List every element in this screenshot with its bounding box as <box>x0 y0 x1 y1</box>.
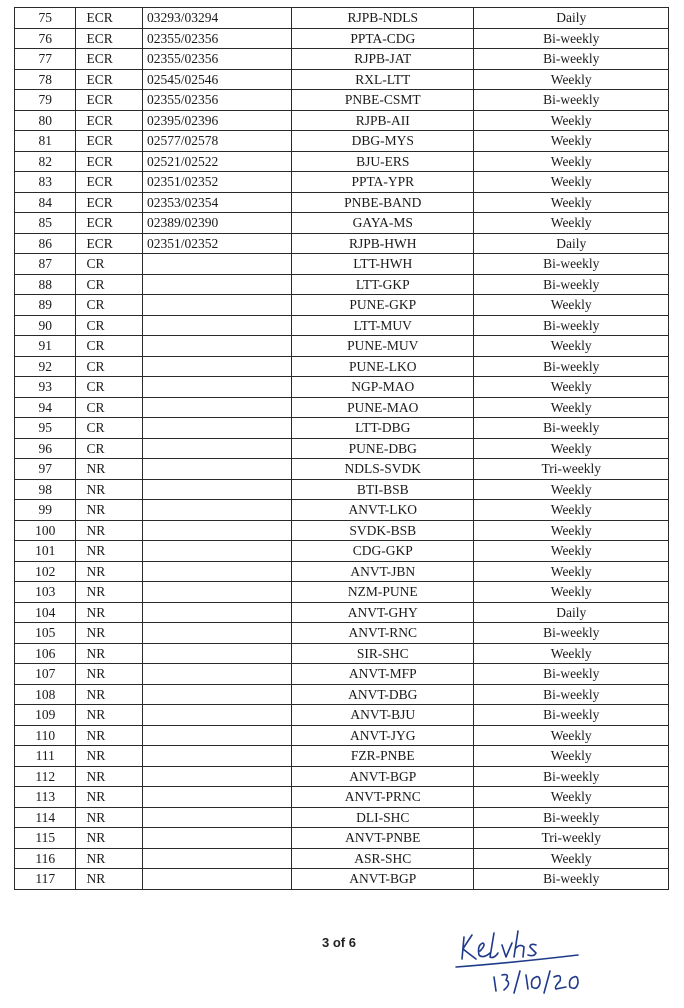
frequency-cell: Tri-weekly <box>474 828 669 849</box>
zone-cell: CR <box>76 315 143 336</box>
route-cell: NDLS-SVDK <box>292 459 474 480</box>
route-cell: ANVT-DBG <box>292 684 474 705</box>
route-cell: PUNE-MUV <box>292 336 474 357</box>
route-cell: ANVT-GHY <box>292 602 474 623</box>
zone-cell: CR <box>76 274 143 295</box>
train-number-cell <box>142 438 291 459</box>
route-cell: RJPB-JAT <box>292 49 474 70</box>
train-number-cell <box>142 848 291 869</box>
train-number-cell <box>142 602 291 623</box>
table-row <box>15 869 669 890</box>
route-cell: DLI-SHC <box>292 807 474 828</box>
zone-cell: NR <box>76 807 143 828</box>
frequency-cell: Weekly <box>474 438 669 459</box>
train-number-cell <box>142 356 291 377</box>
route-cell: LTT-GKP <box>292 274 474 295</box>
train-number-cell <box>142 582 291 603</box>
route-cell: LTT-HWH <box>292 254 474 275</box>
serial-number-cell: 88 <box>15 274 76 295</box>
train-number-cell <box>142 295 291 316</box>
frequency-cell: Bi-weekly <box>474 807 669 828</box>
table-row <box>15 684 669 705</box>
serial-number-cell: 82 <box>15 151 76 172</box>
zone-cell: ECR <box>76 151 143 172</box>
zone-cell: CR <box>76 336 143 357</box>
train-number-cell <box>142 766 291 787</box>
page-number: 3 of 6 <box>322 935 356 950</box>
frequency-cell: Weekly <box>474 192 669 213</box>
train-number-cell <box>142 336 291 357</box>
table-row <box>15 828 669 849</box>
table-row <box>15 377 669 398</box>
zone-cell: NR <box>76 459 143 480</box>
table-body <box>15 8 669 890</box>
frequency-cell: Weekly <box>474 500 669 521</box>
table-row <box>15 397 669 418</box>
route-cell: CDG-GKP <box>292 541 474 562</box>
serial-number-cell: 76 <box>15 28 76 49</box>
route-cell: ANVT-BJU <box>292 705 474 726</box>
zone-cell: NR <box>76 479 143 500</box>
zone-cell: NR <box>76 828 143 849</box>
serial-number-cell: 80 <box>15 110 76 131</box>
zone-cell: CR <box>76 254 143 275</box>
train-number-cell: 02389/02390 <box>142 213 291 234</box>
serial-number-cell: 106 <box>15 643 76 664</box>
frequency-cell: Weekly <box>474 643 669 664</box>
serial-number-cell: 98 <box>15 479 76 500</box>
serial-number-cell: 103 <box>15 582 76 603</box>
serial-number-cell: 101 <box>15 541 76 562</box>
serial-number-cell: 91 <box>15 336 76 357</box>
table-row <box>15 8 669 29</box>
table-row <box>15 807 669 828</box>
serial-number-cell: 79 <box>15 90 76 111</box>
zone-cell: NR <box>76 582 143 603</box>
route-cell: ANVT-PNBE <box>292 828 474 849</box>
zone-cell: ECR <box>76 8 143 29</box>
route-cell: DBG-MYS <box>292 131 474 152</box>
serial-number-cell: 115 <box>15 828 76 849</box>
zone-cell: ECR <box>76 49 143 70</box>
handwritten-signature <box>450 915 590 995</box>
train-number-cell <box>142 807 291 828</box>
table-row <box>15 274 669 295</box>
zone-cell: NR <box>76 643 143 664</box>
train-number-cell <box>142 643 291 664</box>
route-cell: PNBE-CSMT <box>292 90 474 111</box>
frequency-cell: Weekly <box>474 787 669 808</box>
train-number-cell <box>142 254 291 275</box>
route-cell: GAYA-MS <box>292 213 474 234</box>
frequency-cell: Daily <box>474 602 669 623</box>
frequency-cell: Bi-weekly <box>474 869 669 890</box>
zone-cell: NR <box>76 664 143 685</box>
serial-number-cell: 110 <box>15 725 76 746</box>
table-row <box>15 479 669 500</box>
frequency-cell: Weekly <box>474 746 669 767</box>
route-cell: RXL-LTT <box>292 69 474 90</box>
zone-cell: NR <box>76 705 143 726</box>
serial-number-cell: 108 <box>15 684 76 705</box>
serial-number-cell: 105 <box>15 623 76 644</box>
frequency-cell: Weekly <box>474 541 669 562</box>
route-cell: NZM-PUNE <box>292 582 474 603</box>
frequency-cell: Weekly <box>474 69 669 90</box>
train-number-cell: 02351/02352 <box>142 172 291 193</box>
route-cell: NGP-MAO <box>292 377 474 398</box>
serial-number-cell: 100 <box>15 520 76 541</box>
route-cell: RJPB-AII <box>292 110 474 131</box>
zone-cell: CR <box>76 397 143 418</box>
table-row <box>15 541 669 562</box>
serial-number-cell: 93 <box>15 377 76 398</box>
train-number-cell <box>142 705 291 726</box>
train-schedule-table <box>14 7 669 890</box>
table-row <box>15 49 669 70</box>
table-row <box>15 746 669 767</box>
table-row <box>15 705 669 726</box>
zone-cell: ECR <box>76 131 143 152</box>
table-row <box>15 28 669 49</box>
table-row <box>15 848 669 869</box>
route-cell: PUNE-MAO <box>292 397 474 418</box>
route-cell: ANVT-LKO <box>292 500 474 521</box>
route-cell: RJPB-NDLS <box>292 8 474 29</box>
frequency-cell: Weekly <box>474 561 669 582</box>
train-number-cell <box>142 746 291 767</box>
table-row <box>15 766 669 787</box>
serial-number-cell: 81 <box>15 131 76 152</box>
table-row <box>15 151 669 172</box>
route-cell: PNBE-BAND <box>292 192 474 213</box>
table-row <box>15 172 669 193</box>
train-number-cell <box>142 397 291 418</box>
frequency-cell: Bi-weekly <box>474 49 669 70</box>
serial-number-cell: 109 <box>15 705 76 726</box>
route-cell: RJPB-HWH <box>292 233 474 254</box>
frequency-cell: Bi-weekly <box>474 684 669 705</box>
train-number-cell <box>142 725 291 746</box>
table-row <box>15 643 669 664</box>
frequency-cell: Bi-weekly <box>474 623 669 644</box>
zone-cell: NR <box>76 684 143 705</box>
zone-cell: ECR <box>76 213 143 234</box>
frequency-cell: Bi-weekly <box>474 766 669 787</box>
zone-cell: CR <box>76 377 143 398</box>
table-row <box>15 295 669 316</box>
zone-cell: NR <box>76 848 143 869</box>
serial-number-cell: 116 <box>15 848 76 869</box>
frequency-cell: Bi-weekly <box>474 274 669 295</box>
train-number-cell <box>142 479 291 500</box>
frequency-cell: Weekly <box>474 151 669 172</box>
table-row <box>15 623 669 644</box>
zone-cell: ECR <box>76 28 143 49</box>
table-row <box>15 254 669 275</box>
serial-number-cell: 83 <box>15 172 76 193</box>
route-cell: ANVT-RNC <box>292 623 474 644</box>
serial-number-cell: 104 <box>15 602 76 623</box>
route-cell: ANVT-BGP <box>292 766 474 787</box>
serial-number-cell: 89 <box>15 295 76 316</box>
table-row <box>15 418 669 439</box>
serial-number-cell: 111 <box>15 746 76 767</box>
frequency-cell: Bi-weekly <box>474 418 669 439</box>
route-cell: PPTA-YPR <box>292 172 474 193</box>
frequency-cell: Bi-weekly <box>474 254 669 275</box>
zone-cell: CR <box>76 295 143 316</box>
table-row <box>15 582 669 603</box>
train-number-cell <box>142 520 291 541</box>
frequency-cell: Daily <box>474 8 669 29</box>
table-row <box>15 787 669 808</box>
frequency-cell: Weekly <box>474 479 669 500</box>
train-number-cell: 02353/02354 <box>142 192 291 213</box>
train-number-cell: 03293/03294 <box>142 8 291 29</box>
table-row <box>15 356 669 377</box>
table-row <box>15 233 669 254</box>
route-cell: ANVT-PRNC <box>292 787 474 808</box>
train-number-cell <box>142 623 291 644</box>
serial-number-cell: 112 <box>15 766 76 787</box>
train-number-cell: 02351/02352 <box>142 233 291 254</box>
train-number-cell <box>142 541 291 562</box>
train-number-cell: 02521/02522 <box>142 151 291 172</box>
serial-number-cell: 99 <box>15 500 76 521</box>
route-cell: SVDK-BSB <box>292 520 474 541</box>
route-cell: PUNE-GKP <box>292 295 474 316</box>
frequency-cell: Weekly <box>474 131 669 152</box>
frequency-cell: Bi-weekly <box>474 315 669 336</box>
route-cell: PPTA-CDG <box>292 28 474 49</box>
serial-number-cell: 85 <box>15 213 76 234</box>
zone-cell: ECR <box>76 110 143 131</box>
train-number-cell <box>142 459 291 480</box>
train-number-cell <box>142 787 291 808</box>
route-cell: FZR-PNBE <box>292 746 474 767</box>
frequency-cell: Bi-weekly <box>474 664 669 685</box>
serial-number-cell: 97 <box>15 459 76 480</box>
table-row <box>15 90 669 111</box>
zone-cell: ECR <box>76 233 143 254</box>
table-row <box>15 336 669 357</box>
table-row <box>15 438 669 459</box>
zone-cell: ECR <box>76 90 143 111</box>
frequency-cell: Bi-weekly <box>474 356 669 377</box>
serial-number-cell: 86 <box>15 233 76 254</box>
zone-cell: ECR <box>76 69 143 90</box>
zone-cell: ECR <box>76 172 143 193</box>
serial-number-cell: 78 <box>15 69 76 90</box>
zone-cell: NR <box>76 561 143 582</box>
serial-number-cell: 113 <box>15 787 76 808</box>
route-cell: ANVT-MFP <box>292 664 474 685</box>
table-row <box>15 131 669 152</box>
zone-cell: NR <box>76 869 143 890</box>
serial-number-cell: 87 <box>15 254 76 275</box>
serial-number-cell: 75 <box>15 8 76 29</box>
table-row <box>15 213 669 234</box>
frequency-cell: Tri-weekly <box>474 459 669 480</box>
frequency-cell: Bi-weekly <box>474 705 669 726</box>
train-number-cell <box>142 377 291 398</box>
train-number-cell <box>142 869 291 890</box>
train-number-cell <box>142 315 291 336</box>
zone-cell: CR <box>76 438 143 459</box>
train-number-cell <box>142 664 291 685</box>
serial-number-cell: 90 <box>15 315 76 336</box>
frequency-cell: Weekly <box>474 848 669 869</box>
serial-number-cell: 84 <box>15 192 76 213</box>
table-row <box>15 69 669 90</box>
train-number-cell: 02355/02356 <box>142 49 291 70</box>
serial-number-cell: 107 <box>15 664 76 685</box>
train-number-cell: 02395/02396 <box>142 110 291 131</box>
train-number-cell: 02355/02356 <box>142 28 291 49</box>
frequency-cell: Weekly <box>474 213 669 234</box>
route-cell: BJU-ERS <box>292 151 474 172</box>
zone-cell: NR <box>76 520 143 541</box>
table-row <box>15 664 669 685</box>
serial-number-cell: 102 <box>15 561 76 582</box>
route-cell: PUNE-DBG <box>292 438 474 459</box>
serial-number-cell: 117 <box>15 869 76 890</box>
train-number-cell <box>142 274 291 295</box>
table-row <box>15 561 669 582</box>
route-cell: LTT-DBG <box>292 418 474 439</box>
frequency-cell: Daily <box>474 233 669 254</box>
zone-cell: NR <box>76 500 143 521</box>
serial-number-cell: 94 <box>15 397 76 418</box>
frequency-cell: Weekly <box>474 520 669 541</box>
zone-cell: NR <box>76 541 143 562</box>
train-number-cell <box>142 828 291 849</box>
frequency-cell: Bi-weekly <box>474 28 669 49</box>
frequency-cell: Weekly <box>474 397 669 418</box>
table-row <box>15 110 669 131</box>
frequency-cell: Weekly <box>474 295 669 316</box>
zone-cell: CR <box>76 418 143 439</box>
train-number-cell <box>142 684 291 705</box>
serial-number-cell: 96 <box>15 438 76 459</box>
route-cell: SIR-SHC <box>292 643 474 664</box>
zone-cell: ECR <box>76 192 143 213</box>
frequency-cell: Weekly <box>474 110 669 131</box>
table-row <box>15 192 669 213</box>
zone-cell: NR <box>76 766 143 787</box>
train-number-cell <box>142 561 291 582</box>
train-number-cell <box>142 418 291 439</box>
serial-number-cell: 95 <box>15 418 76 439</box>
route-cell: PUNE-LKO <box>292 356 474 377</box>
route-cell: ANVT-JBN <box>292 561 474 582</box>
zone-cell: NR <box>76 746 143 767</box>
route-cell: ANVT-BGP <box>292 869 474 890</box>
frequency-cell: Bi-weekly <box>474 90 669 111</box>
table-row <box>15 520 669 541</box>
zone-cell: NR <box>76 725 143 746</box>
route-cell: BTI-BSB <box>292 479 474 500</box>
serial-number-cell: 114 <box>15 807 76 828</box>
zone-cell: CR <box>76 356 143 377</box>
route-cell: ANVT-JYG <box>292 725 474 746</box>
frequency-cell: Weekly <box>474 336 669 357</box>
table-row <box>15 500 669 521</box>
frequency-cell: Weekly <box>474 377 669 398</box>
zone-cell: NR <box>76 602 143 623</box>
train-number-cell <box>142 500 291 521</box>
train-number-cell: 02577/02578 <box>142 131 291 152</box>
train-number-cell: 02545/02546 <box>142 69 291 90</box>
table-row <box>15 725 669 746</box>
zone-cell: NR <box>76 787 143 808</box>
table-row <box>15 602 669 623</box>
route-cell: ASR-SHC <box>292 848 474 869</box>
frequency-cell: Weekly <box>474 582 669 603</box>
zone-cell: NR <box>76 623 143 644</box>
route-cell: LTT-MUV <box>292 315 474 336</box>
train-number-cell: 02355/02356 <box>142 90 291 111</box>
frequency-cell: Weekly <box>474 172 669 193</box>
table-row <box>15 459 669 480</box>
serial-number-cell: 92 <box>15 356 76 377</box>
table-row <box>15 315 669 336</box>
serial-number-cell: 77 <box>15 49 76 70</box>
frequency-cell: Weekly <box>474 725 669 746</box>
